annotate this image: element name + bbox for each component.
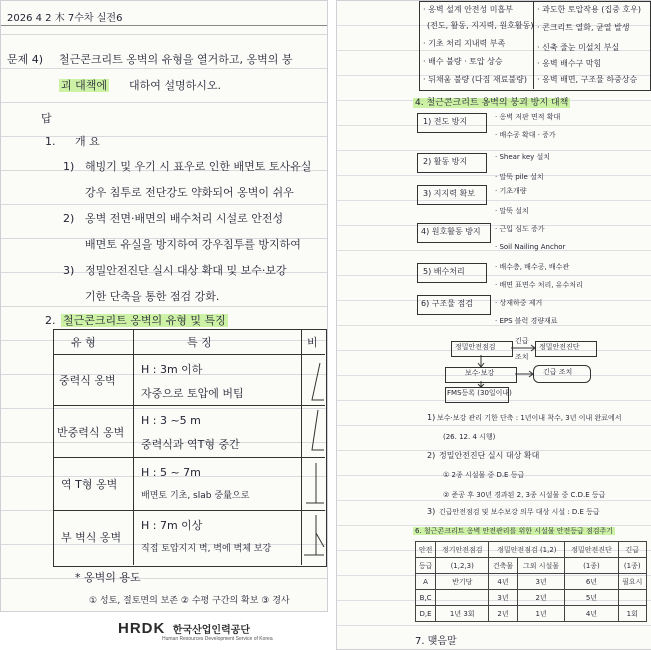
row-2-feature-2: 중력식과 역T형 중간 [141,438,240,451]
answer-mark: 답 [41,112,52,125]
flow-box-repair: 보수·보강 [465,369,495,377]
flow-box-inspection: 정밀안전점검 [455,343,496,351]
cm-6-label: 6) 구조물 점검 [421,299,473,308]
note-3-line-1: 긴급안전점검 및 보수보강 의무 대상 시설 : D.E 등급 [439,508,600,516]
flow-box-fms: FMS등록 (30일이내) [447,389,512,397]
section-6-title: 6. 철근콘크리트 옹벽 안전관리를 위한 시설물 안전등급 점검주기 [415,527,614,535]
cm-5-label: 5) 배수처리 [423,267,465,276]
section-2-title: 철근콘크리트 옹벽의 유형 및 특징 [63,314,226,327]
point-3-line-2: 기한 단축을 통한 점검 강화. [85,290,220,303]
grade-cycle-table [415,541,647,622]
question-line-2b: 대하여 설명하시오. [129,79,222,92]
tbl-r1-c1 [436,590,489,606]
cm-2-item-2: · 말뚝 pile 설치 [495,173,544,181]
cm-3-item-1: · 기초개량 [495,187,527,195]
tbl-r1-c4: 5년 [565,590,618,606]
note-3-number: 3) [427,507,436,516]
cm-4-item-1: · 근입 심도 증가 [495,225,545,233]
row-4-type: 부 벽식 옹벽 [61,531,122,544]
section-2-number: 2. [45,314,56,327]
cm-6-item-2: · EPS 블럭 경량재료 [495,317,558,325]
tbl-r2-c4: 4년 [565,606,618,622]
cm-6-item-1: · 상재하중 제거 [495,299,543,307]
use-line: ① 성토, 절토면의 보존 ② 수평 구간의 확보 ③ 경사 [89,596,290,606]
question-number: 문제 4) [7,53,44,66]
flow-box-emergency: 긴급 조치 [543,368,573,376]
tbl-r2-c5: 1회 [618,606,646,622]
wall-section-sketches [302,355,325,565]
point-1-line-2: 강우 침투로 전단강도 약화되어 옹벽이 쉬우 [85,186,294,199]
row-4-feature-2: 직접 토압지지 벽, 벽에 벽체 보강 [141,544,272,554]
hrdk-logo-mark: HRDK [118,620,166,637]
cm-2-label: 2) 활동 방지 [423,157,468,166]
row-3-feature-1: H : 5 ~ 7m [141,466,201,479]
use-title: * 옹벽의 용도 [75,571,141,584]
tbl-sub-3: 그외 시설물 [517,558,565,574]
th-figure: 비 [307,336,318,349]
tbl-sub-4: (1종) [565,558,618,574]
cause-right-3: · 신축 줄눈 미설치 부실 [537,43,620,52]
tbl-r2-c1: 1년 3회 [436,606,489,622]
point-2-number: 2) [63,212,75,225]
tbl-sub-5: (1종) [618,558,646,574]
note-1-number: 1) [427,413,436,422]
note-2-sub-2: ② 준공 후 30년 경과된 2, 3종 시설물 중 C.D.E 등급 [443,491,606,499]
flow-label-1: 긴급 [515,337,529,345]
tbl-head-0: 안전 [416,542,436,558]
tbl-r2-c0: D,E [416,606,436,622]
cm-1-item-1: · 옹벽 저판 면적 확대 [495,113,561,121]
section-7-title: 7. 맺음말 [415,636,457,647]
cm-4-item-2: · Soil Nailing Anchor [495,243,566,251]
question-line-1: 철근콘크리트 옹벽의 유형을 열거하고, 옹벽의 붕 [59,53,293,66]
cm-3-item-2: · 말뚝 설치 [495,207,529,215]
tbl-r2-c3: 1년 [517,606,565,622]
cause-right-1: · 과도한 토압작용 (집중 호우) [537,5,641,14]
note-2-sub-1: ① 2종 시설물 중 D.E 등급 [443,471,525,479]
point-2-line-2: 배면토 유실을 방지하여 강우침투를 방지하여 [85,238,301,251]
tbl-r0-c4: 6년 [565,574,618,590]
tbl-r0-c3: 3년 [517,574,565,590]
point-3-number: 3) [63,264,75,277]
section-1-title: 개 요 [75,135,100,148]
cm-2-item-1: · Shear key 설치 [495,153,551,161]
hrdk-logo [118,620,273,642]
tbl-r1-c2: 3년 [489,590,517,606]
hrdk-org-english: Human Resources Development Service of Korea [162,636,273,642]
tbl-r0-c5: 필요시 [618,574,646,590]
tbl-r1-c5 [618,590,646,606]
cause-left-3: · 기초 처리 지내력 부족 [423,39,506,48]
tbl-head-2: 정밀안전점검 (1,2) [489,542,565,558]
left-answer-sheet [0,0,328,612]
tbl-sub-2: 건축물 [489,558,517,574]
tbl-sub-1: (1,2,3) [436,558,489,574]
row-1-type: 중력식 옹벽 [59,374,116,387]
right-answer-sheet [336,0,651,650]
flow-arrows [437,337,617,407]
tbl-r0-c2: 4년 [489,574,517,590]
cause-left-2: (전도, 활동, 지지력, 원호활동) [427,21,534,30]
row-1-feature-2: 자중으로 토압에 버팀 [141,387,244,400]
point-1-number: 1) [63,160,75,173]
note-2-line-1: 정밀안전진단 실시 대상 확대 [439,451,540,460]
tbl-head-1: 정기안전점검 [436,542,489,558]
cm-3-label: 3) 지지력 확보 [423,189,475,198]
cm-5-item-2: · 배면 표면수 처리, 유수처리 [495,281,583,289]
question-line-2: 괴 대책에 [61,79,108,92]
tbl-sub-0: 등급 [416,558,436,574]
tbl-r2-c2: 2년 [489,606,517,622]
cause-right-2: · 콘크리트 열화, 균열 발생 [537,23,630,32]
row-2-type: 반중력식 옹벽 [57,426,125,439]
cause-right-5: · 옹벽 배면, 구조물 하중상승 [537,75,638,84]
cause-left-5: · 뒤채움 불량 (다짐 재료불량) [423,75,527,84]
tbl-head-4: 정밀안전진단 [565,542,618,558]
cm-4-label: 4) 원호활동 방지 [421,227,481,236]
tbl-r0-c0: A [416,574,436,590]
section-4-title: 4. 철근콘크리트 옹벽의 붕괴 방지 대책 [415,98,569,108]
cm-1-item-2: · 배수공 확대 · 증가 [495,131,556,139]
row-2-feature-1: H : 3 ~5 m [141,414,201,427]
row-3-type: 역 T형 옹벽 [61,478,118,491]
flow-label-2: 조치 [515,353,529,361]
cause-left-1: · 옹벽 설계 안전성 미흡부 [423,5,513,14]
cause-right-4: · 옹벽 배수구 막힘 [537,59,602,68]
point-3-line-1: 정밀안전진단 실시 대상 확대 및 보수·보강 [85,264,287,277]
cause-left-4: · 배수 불량 · 토압 상승 [423,57,503,66]
row-3-feature-2: 배면토 기초, slab 중量으로 [141,491,250,501]
point-2-line-1: 옹벽 전면·배면의 배수처리 시설로 안전성 [85,212,284,225]
tbl-r1-c3: 2년 [517,590,565,606]
point-1-line-1: 해빙기 및 우기 시 표우로 인한 배면토 토사유실 [85,160,312,173]
th-type: 유 형 [71,336,96,349]
section-1-number: 1. [45,135,56,148]
sheet-header: 2026 4 2 木 7수차 실전6 [7,13,123,24]
note-1-line-1: 보수·보강 관리 기한 단축 : 1년이내 착수, 3년 이내 완료에서 [437,414,622,422]
th-feature: 특 징 [187,336,212,349]
tbl-r1-c0: B,C [416,590,436,606]
flow-box-diagnosis: 정밀안전진단 [539,343,580,351]
note-1-line-2: (26. 12. 4 시행) [443,433,496,441]
row-4-feature-1: H : 7m 이상 [141,519,203,532]
row-1-feature-1: H : 3m 이하 [141,363,203,376]
tbl-head-5: 긴급 [618,542,646,558]
hrdk-org-name: 한국산업인력공단 [172,625,251,636]
tbl-r0-c1: 반기당 [436,574,489,590]
cm-5-item-1: · 배수층, 배수공, 배수관 [495,263,570,271]
cm-1-label: 1) 전도 방지 [423,117,468,126]
note-2-number: 2) [427,451,436,460]
